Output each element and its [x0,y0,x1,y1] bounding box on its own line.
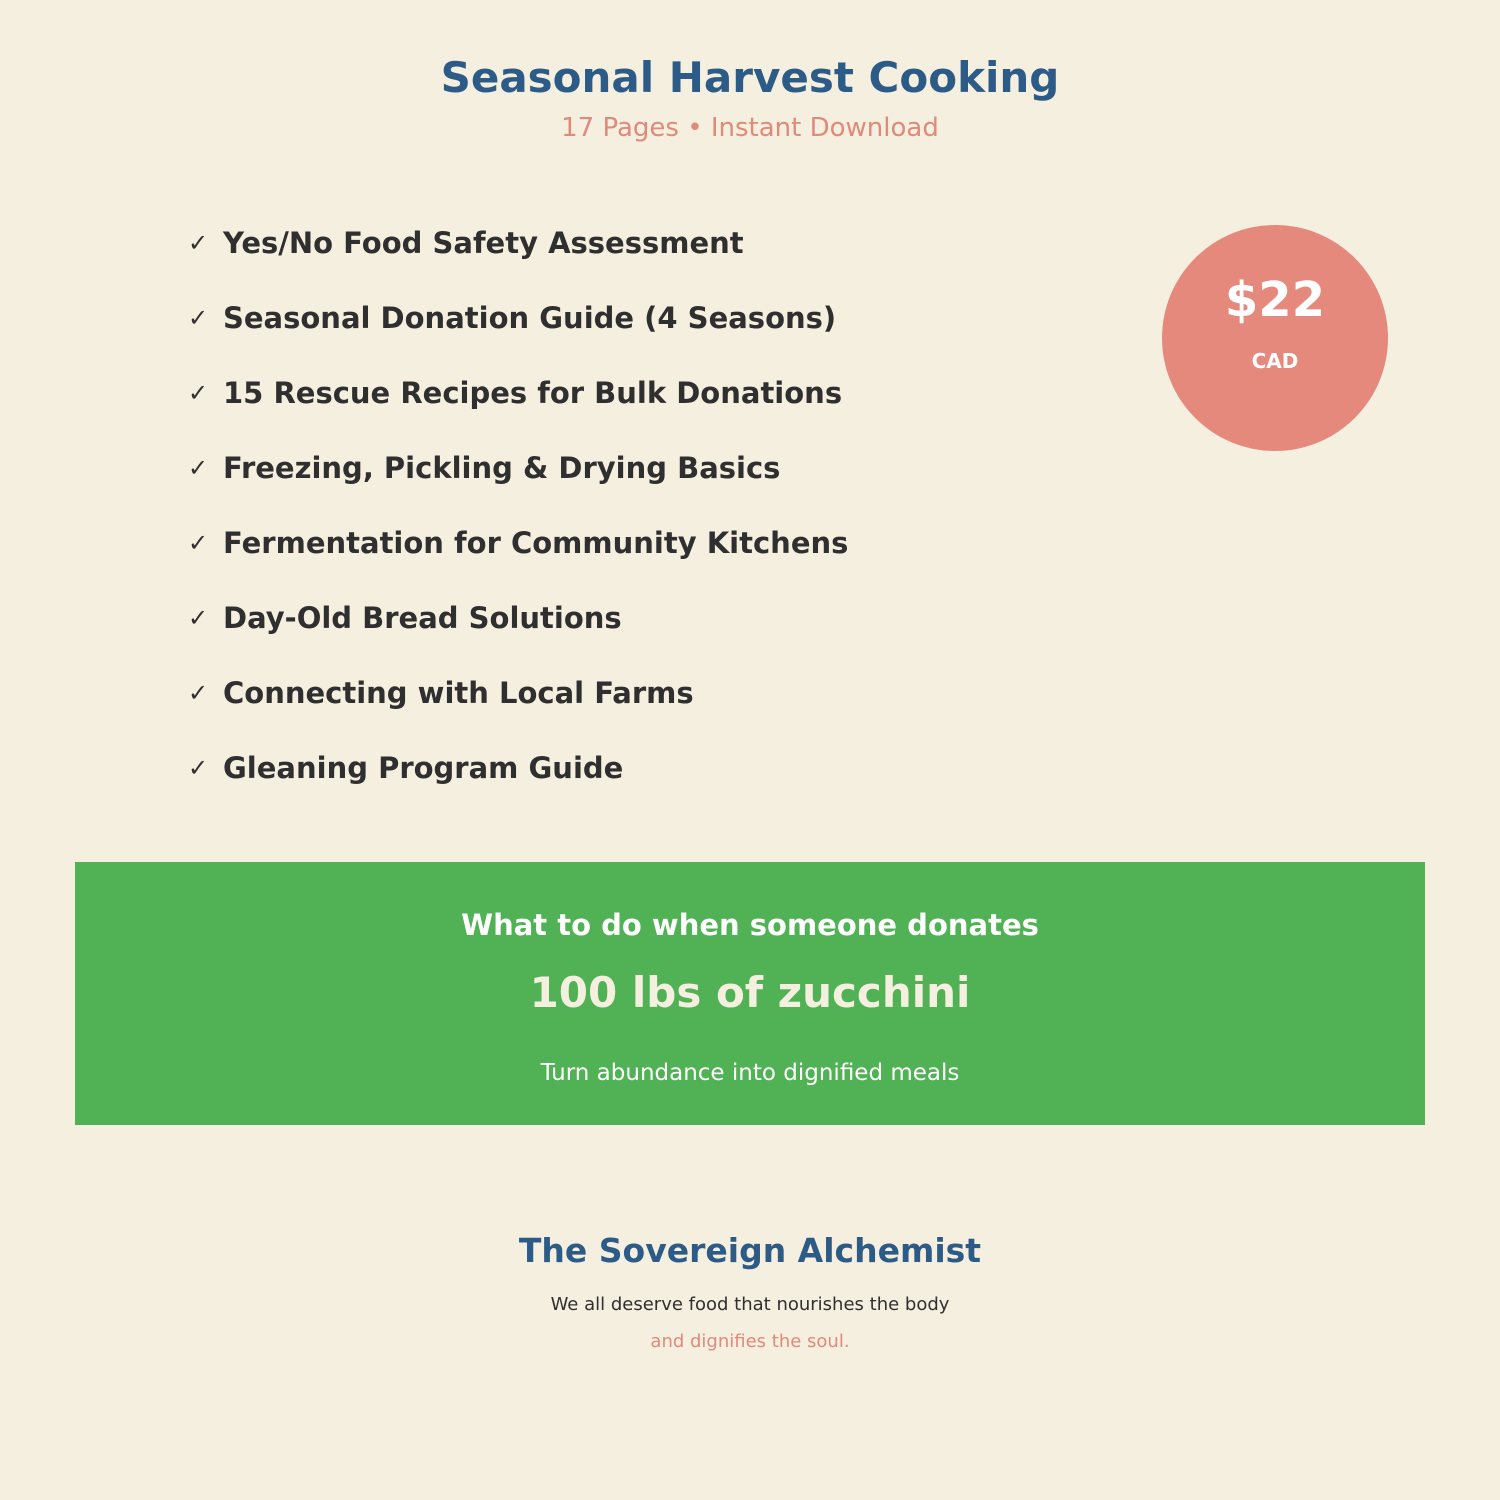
feature-label: Day-Old Bread Solutions [223,601,622,635]
checkmark-icon: ✓ [188,679,209,707]
footer [0,1226,1500,1355]
feature-item [188,443,848,518]
feature-label: Fermentation for Community Kitchens [223,526,849,560]
checkmark-icon: ✓ [188,454,209,482]
feature-label: 15 Rescue Recipes for Bulk Donations [223,376,843,410]
feature-label: Seasonal Donation Guide (4 Seasons) [223,301,837,335]
feature-item [188,293,848,368]
checkmark-icon: ✓ [188,754,209,782]
feature-item [188,518,848,593]
tagline-line-1: We all deserve food that nourishes the body [550,1294,950,1315]
checkmark-icon: ✓ [188,379,209,407]
highlight-banner [75,862,1425,1125]
feature-item [188,743,848,818]
checkmark-icon: ✓ [188,229,209,257]
checkmark-icon: ✓ [188,529,209,557]
header [0,48,1500,144]
feature-item [188,218,848,293]
banner-emphasis: 100 lbs of zucchini [529,968,971,1017]
feature-label: Yes/No Food Safety Assessment [223,226,744,260]
page-subtitle: 17 Pages • Instant Download [561,113,939,143]
page-title: Seasonal Harvest Cooking [440,53,1060,102]
feature-list [188,218,848,818]
feature-label: Gleaning Program Guide [223,751,624,785]
feature-item [188,668,848,743]
checkmark-icon: ✓ [188,604,209,632]
checkmark-icon: ✓ [188,304,209,332]
feature-label: Connecting with Local Farms [223,676,694,710]
feature-item [188,593,848,668]
feature-label: Freezing, Pickling & Drying Basics [223,451,781,485]
price-amount: $22 [1224,272,1326,328]
feature-item [188,368,848,443]
price-badge [1162,225,1388,451]
tagline-line-2: and dignifies the soul. [650,1331,850,1352]
banner-caption: Turn abundance into dignified meals [540,1060,960,1086]
brand-name: The Sovereign Alchemist [518,1231,982,1270]
price-currency: CAD [1251,349,1299,373]
banner-heading: What to do when someone donates [461,908,1039,942]
